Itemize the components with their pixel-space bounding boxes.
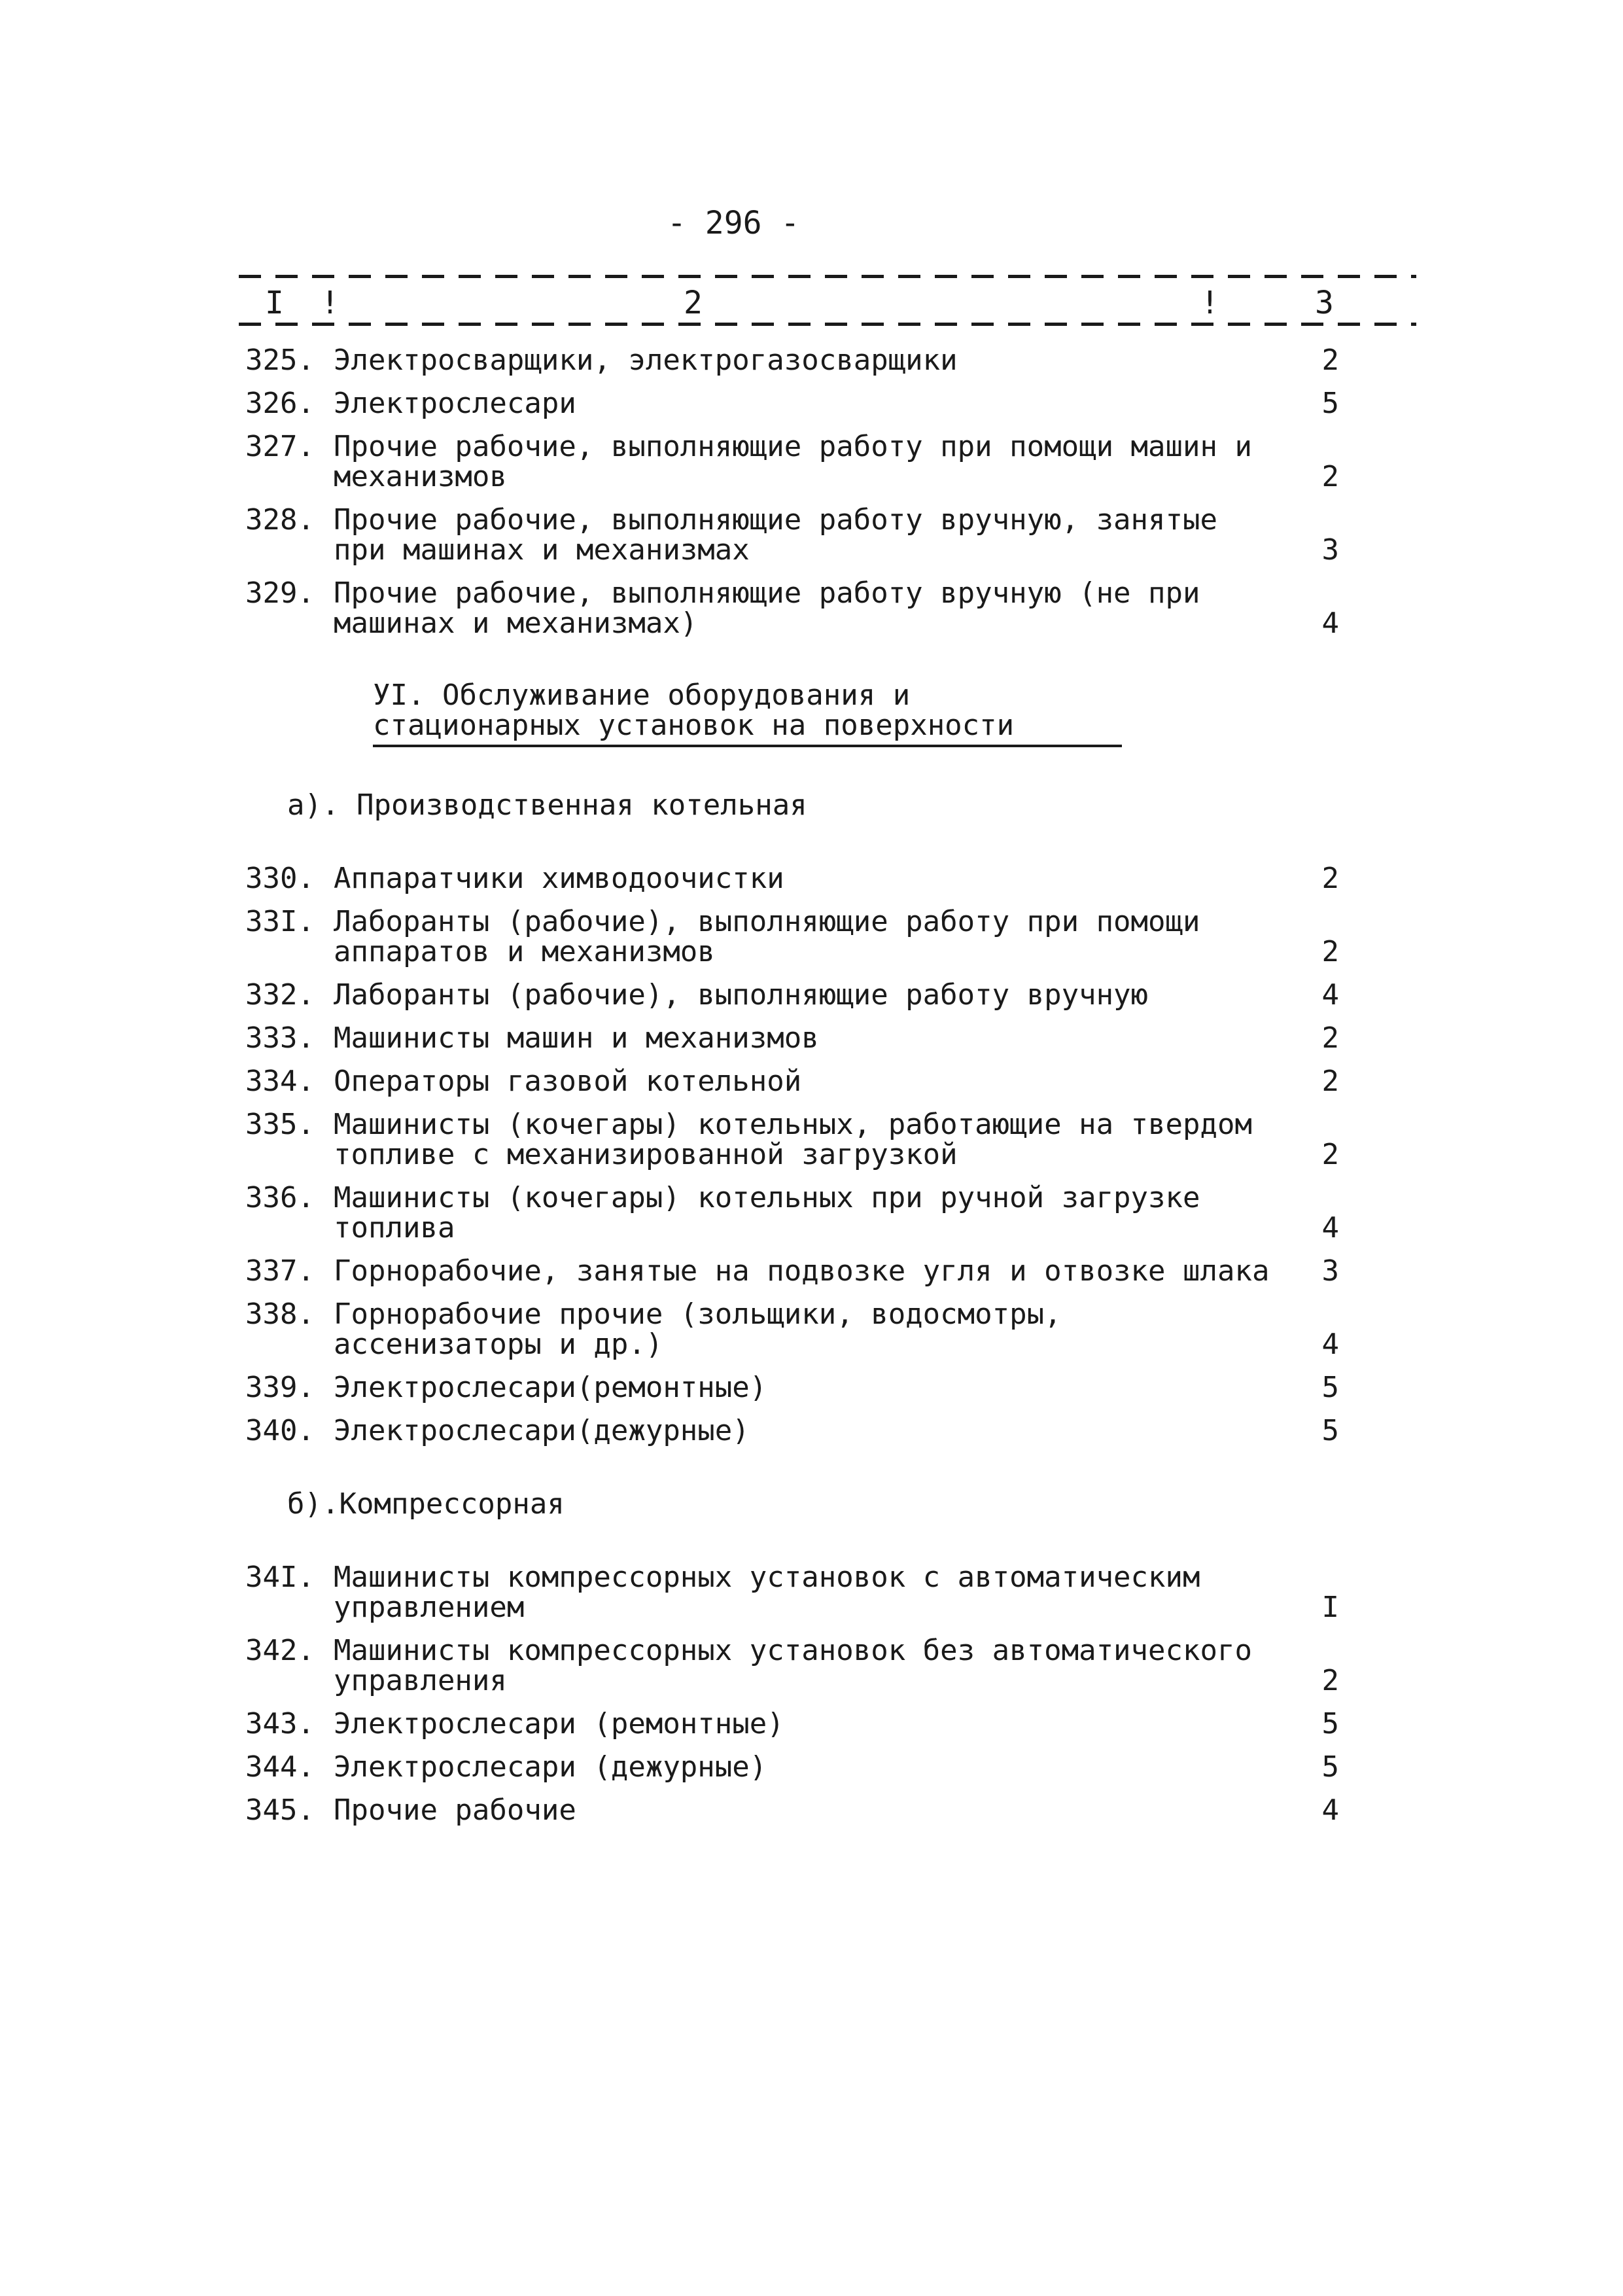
row-value: 4 [1321,607,1339,640]
table-row [245,864,1351,894]
table-row [245,1636,1351,1696]
table-body [245,345,1351,1839]
subsection-heading-boiler-room: а). Производственная котельная [287,788,807,822]
table-row [245,578,1351,639]
page-number: - 296 - [667,205,800,241]
table-row [245,1256,1351,1286]
table-row [245,1110,1351,1170]
row-value: 2 [1321,344,1339,377]
table-row [245,1795,1351,1826]
row-text: Прочие рабочие, выполняющие работу вручную, занятые при машинах и механизмах [334,503,1218,567]
row-number: 343. [245,1707,315,1740]
row-value: I [1321,1591,1339,1624]
row-number: 333. [245,1021,315,1055]
row-value: 4 [1321,978,1339,1012]
column-separator-2: ! [1200,285,1219,321]
row-text: Лаборанты (рабочие), выполняющие работу вручную [334,978,1149,1012]
row-text: Машинисты машин и механизмов [334,1021,819,1055]
row-text: Электросварщики, электрогазосварщики [334,344,958,377]
row-value: 4 [1321,1328,1339,1361]
row-value: 2 [1321,862,1339,895]
table-row [245,432,1351,492]
row-number: 338. [245,1298,315,1331]
row-value: 5 [1321,1371,1339,1404]
row-value: 5 [1321,387,1339,420]
row-number: 332. [245,978,315,1012]
row-number: 344. [245,1750,315,1784]
row-text: Машинисты (кочегары) котельных при ручной загрузке топлива [334,1181,1200,1245]
row-value: 3 [1321,1254,1339,1288]
table-row [245,1709,1351,1739]
row-text: Аппаратчики химводоочистки [334,862,784,895]
row-value: 2 [1321,1664,1339,1697]
row-number: 342. [245,1634,315,1667]
table-row [245,1299,1351,1360]
row-number: 335. [245,1108,315,1141]
table-row [245,389,1351,419]
rows-part1 [245,345,1351,639]
row-number: 339. [245,1371,315,1404]
row-text: Лаборанты (рабочие), выполняющие работу при помощи аппаратов и механизмов [334,905,1200,968]
table-row [245,1373,1351,1403]
row-text: Машинисты компрессорных установок с автоматическим управлением [334,1561,1200,1624]
header-rule-bottom [239,323,1416,326]
row-value: 4 [1321,1793,1339,1827]
row-text: Электрослесари (ремонтные) [334,1707,784,1740]
section-title: УI. Обслуживание оборудования и стационарных установок на поверхности [373,680,1122,747]
row-value: 2 [1321,935,1339,968]
row-text: Прочие рабочие, выполняющие работу при помощи машин и механизмов [334,430,1252,493]
column-header-2: 2 [684,285,703,321]
row-number: 327. [245,430,315,463]
row-number: 326. [245,387,315,420]
table-row [245,345,1351,376]
table-row [245,907,1351,967]
row-text: Электрослесари(дежурные) [334,1414,750,1447]
column-separator-1: ! [321,285,340,321]
row-number: 329. [245,576,315,610]
row-number: 334. [245,1065,315,1098]
row-number: 330. [245,862,315,895]
row-value: 4 [1321,1211,1339,1245]
row-text: Машинисты компрессорных установок без автоматического управления [334,1634,1252,1697]
row-number: 328. [245,503,315,537]
subsection-heading-compressor: б).Компрессорная [287,1487,565,1521]
row-text: Операторы газовой котельной [334,1065,802,1098]
table-row [245,1183,1351,1243]
row-text: Горнорабочие прочие (зольщики, водосмотры, ассенизаторы и др.) [334,1298,1062,1361]
row-value: 5 [1321,1414,1339,1447]
row-text: Горнорабочие, занятые на подвозке угля и отвозке шлака [334,1254,1270,1288]
table-row [245,1023,1351,1053]
row-value: 3 [1321,533,1339,567]
row-value: 2 [1321,460,1339,493]
row-number: 33I. [245,905,315,938]
column-header-3: 3 [1315,285,1334,321]
rows-part3 [245,1563,1351,1826]
row-text: Электрослесари (дежурные) [334,1750,767,1784]
rows-part2 [245,864,1351,1446]
row-number: 340. [245,1414,315,1447]
column-header-1: I [265,285,284,321]
table-row [245,505,1351,565]
row-text: Прочие рабочие, выполняющие работу вручную (не при машинах и механизмах) [334,576,1200,640]
row-number: 325. [245,344,315,377]
row-number: 337. [245,1254,315,1288]
row-value: 2 [1321,1138,1339,1171]
row-text: Прочие рабочие [334,1793,576,1827]
row-number: 34I. [245,1561,315,1594]
table-row [245,980,1351,1010]
header-rule-top [239,275,1416,278]
table-row [245,1067,1351,1097]
row-value: 5 [1321,1707,1339,1740]
row-number: 336. [245,1181,315,1214]
row-text: Электрослесари [334,387,576,420]
row-text: Электрослесари(ремонтные) [334,1371,767,1404]
row-number: 345. [245,1793,315,1827]
table-row [245,1416,1351,1446]
row-text: Машинисты (кочегары) котельных, работающие на твердом топливе с механизированной загрузкой [334,1108,1252,1171]
table-row [245,1752,1351,1782]
row-value: 2 [1321,1021,1339,1055]
row-value: 5 [1321,1750,1339,1784]
table-row [245,1563,1351,1623]
row-value: 2 [1321,1065,1339,1098]
